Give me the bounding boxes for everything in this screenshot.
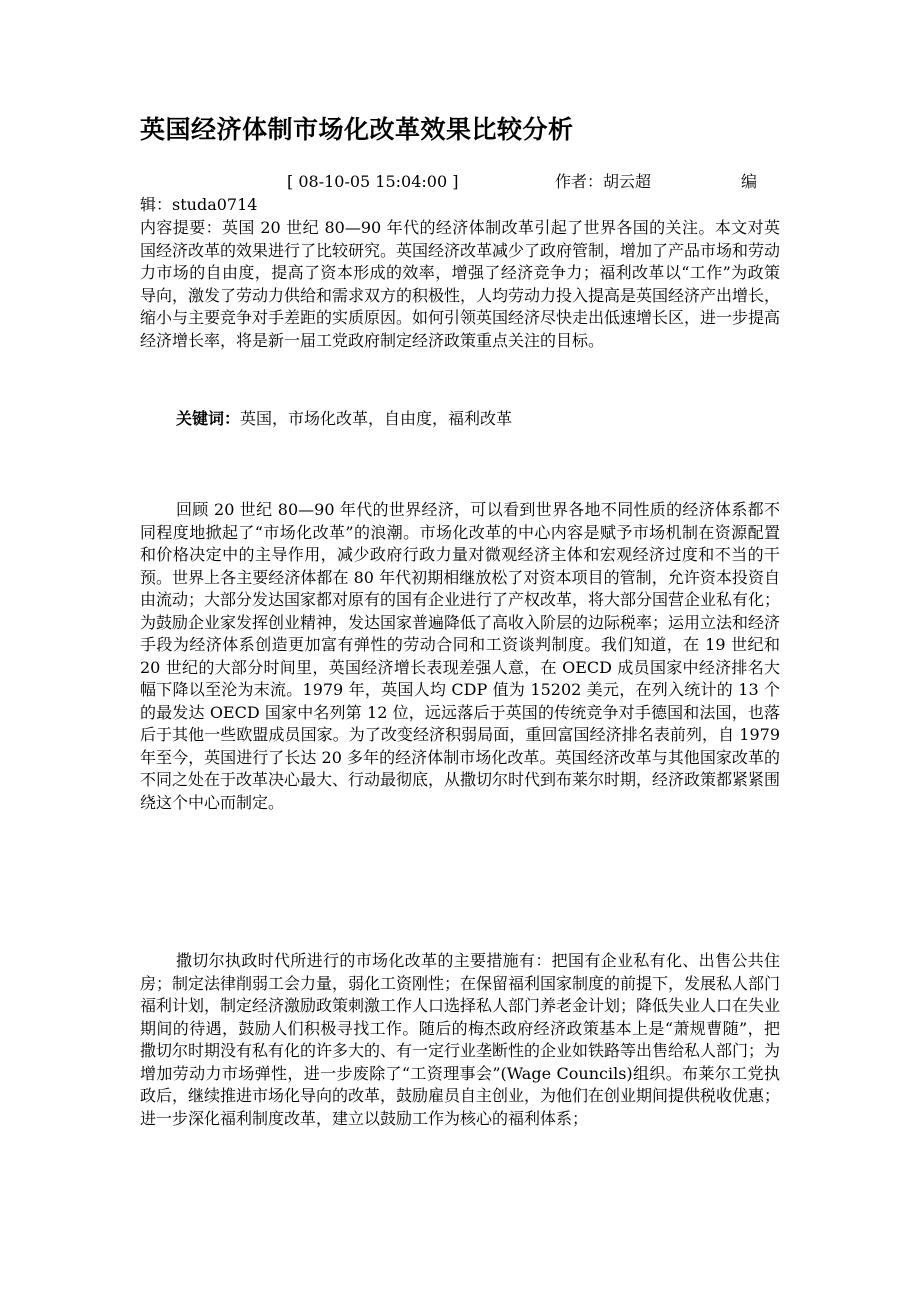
- keywords-line: [176, 407, 512, 431]
- editor-value: 辑：studa0714: [140, 195, 258, 214]
- publish-date: [ 08-10-05 15:04:00 ]: [287, 172, 459, 191]
- article-title: 英国经济体制市场化改革效果比较分析: [140, 115, 574, 144]
- keywords-label: 关键词：: [176, 409, 241, 428]
- body-paragraph-2: 撒切尔执政时代所进行的市场化改革的主要措施有：把国有企业私有化、出售公共住房；制定法律削弱工会力量，弱化工资刚性；在保留福利国家制度的前提下，发展私人部门福利计划，制定经济激励政策刺激工作人口选择私人部门养老金计划；降低失业人口在失业期间的待遇，鼓励人们积极寻找工作。随后的梅杰政府经济政策基本上是“萧规曹随”，把撒切尔时期没有私有化的许多大的、有一定行业垄断性的企业如铁路等出售给私人部门；为增加劳动力市场弹性，进一步废除了“工资理事会”(Wage Councils)组织。布莱尔工党执政后，继续推进市场化导向的改革，鼓励雇员自主创业，为他们在创业期间提供税收优惠；进一步深化福利制度改革，建立以鼓励工作为核心的福利体系；: [140, 951, 781, 1128]
- abstract: 内容提要：英国 20 世纪 80—90 年代的经济体制改革引起了世界各国的关注。本文对英国经济改革的效果进行了比较研究。英国经济改革减少了政府管制，增加了产品市场和劳动力市场的自由度，提高了资本形成的效率，增强了经济竞争力；福利改革以“工作”为政策导向，激发了劳动力供给和需求双方的积极性，人均劳动力投入提高是英国经济产出增长，缩小与主要竞争对手差距的实质原因。如何引领英国经济尽快走出低速增长区，进一步提高经济增长率，将是新一届工党政府制定经济政策重点关注的目标。: [140, 218, 781, 350]
- body-paragraph-1: 回顾 20 世纪 80—90 年代的世界经济，可以看到世界各地不同性质的经济体系都不同程度地掀起了“市场化改革”的浪潮。市场化改革的中心内容是赋予市场机制在资源配置和价格决定中的主导作用，减少政府行政力量对微观经济主体和宏观经济过度和不当的干预。世界上各主要经济体都在 80 年代初期相继放松了对资本项目的管制，允许资本投资自由流动；大部分发达国家都对原有的国有企业进行了产权改革，将大部分国营企业私有化；为鼓励企业家发挥创业精神，发达国家普遍降低了高收入阶层的边际税率；运用立法和经济手段为经济体系创造更加富有弹性的劳动合同和工资谈判制度。我们知道，在 19 世纪和 20 世纪的大部分时间里，英国经济增长表现差强人意，在 OECD 成员国家中经济排名大幅下降以至沦为末流。1979 年，英国人均 CDP 值为 15202 美元，在列入统计的 13 个的最发达 OECD 国家中名列第 12 位，远远落后于英国的传统竞争对手德国和法国，也落后于其他一些欧盟成员国家。为了改变经济积弱局面，重回富国经济排名表前列，自 1979 年至今，英国进行了长达 20 多年的经济体制市场化改革。英国经济改革与其他国家改革的不同之处在于改革决心最大、行动最彻底，从撒切尔时代到布莱尔时期，经济政策都紧紧围绕这个中心而制定。: [140, 500, 781, 812]
- keywords-value: 英国，市场化改革，自由度，福利改革: [240, 409, 513, 428]
- author: 作者：胡云超: [555, 172, 652, 191]
- editor-label: 编: [741, 172, 758, 191]
